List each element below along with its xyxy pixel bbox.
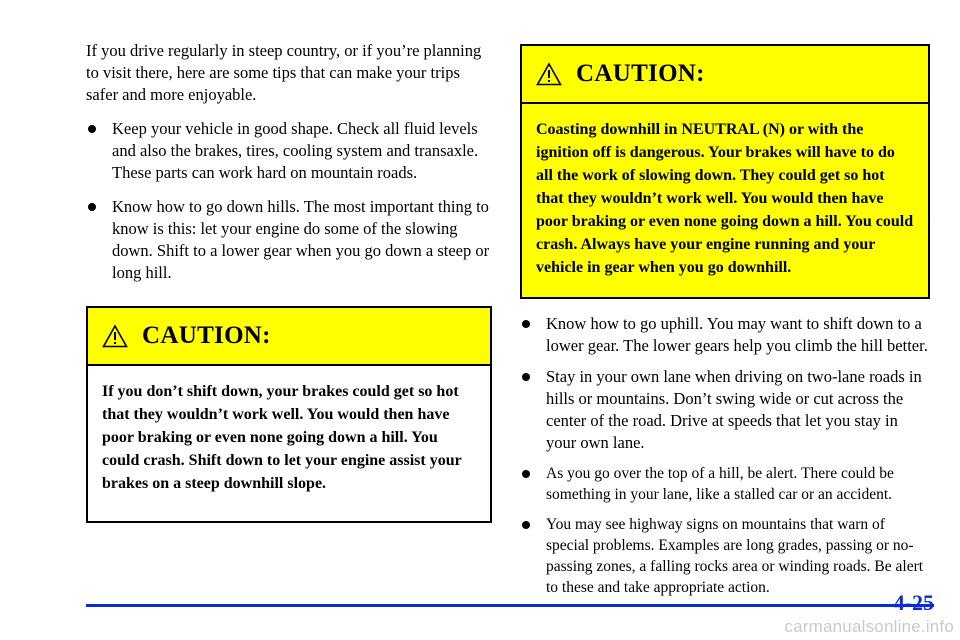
right-bullet-list bbox=[520, 313, 930, 598]
bullet-dot-icon bbox=[522, 470, 530, 478]
caution-header bbox=[88, 308, 490, 366]
list-item bbox=[520, 313, 930, 357]
caution-text: Coasting downhill in NEUTRAL (N) or with the ignition off is dangerous. Your brakes will have to do all the work of slowing down. They could get so hot that they wouldn’t work well. You would then have poor braking or even none going down a hill. You could crash. Always have your engine running and your vehicle in gear when you go downhill. bbox=[522, 104, 928, 297]
page-number: 4-25 bbox=[893, 590, 934, 615]
list-item bbox=[520, 366, 930, 454]
list-item-text: Keep your vehicle in good shape. Check all fluid levels and also the brakes, tires, cooling system and transaxle. These parts can work hard on mountain roads. bbox=[112, 119, 479, 182]
warning-triangle-icon bbox=[536, 62, 562, 86]
bullet-dot-icon bbox=[522, 521, 530, 529]
list-item-text: Know how to go uphill. You may want to shift down to a lower gear. The lower gears help you climb the hill better. bbox=[546, 314, 928, 355]
list-item-text: As you go over the top of a hill, be alert. There could be something in your lane, like a stalled car or an accident. bbox=[546, 465, 894, 503]
footer-rule bbox=[86, 604, 934, 607]
list-item-text: You may see highway signs on mountains that warn of special problems. Examples are long grades, passing or no-passing zones, a falling rocks area or winding roads. Be alert to these and take appropriate action. bbox=[546, 516, 924, 596]
list-item bbox=[520, 463, 930, 505]
caution-title: CAUTION: bbox=[142, 322, 271, 349]
list-item bbox=[520, 514, 930, 598]
bullet-dot-icon bbox=[88, 125, 96, 133]
caution-text: If you don’t shift down, your brakes could get so hot that they wouldn’t work well. You would then have poor braking or even none going down a hill. You could crash. Shift down to let your engine assist your brakes on a steep downhill slope. bbox=[102, 383, 462, 492]
watermark-text: carmanualsonline.info bbox=[784, 617, 954, 636]
list-item-text: Know how to go down hills. The most important thing to know is this: let your engine do some of the slowing down. Shift to a lower gear when you go down a steep or long hill. bbox=[112, 197, 490, 282]
caution-box-right bbox=[520, 44, 930, 299]
right-column bbox=[520, 44, 930, 598]
caution-box-left bbox=[86, 306, 492, 523]
list-item-text: Stay in your own lane when driving on two-lane roads in hills or mountains. Don’t swing wide or cut across the center of the road. Drive at speeds that let you stay in your own lane. bbox=[546, 367, 922, 452]
left-bullet-list bbox=[86, 118, 492, 284]
bullet-dot-icon bbox=[522, 320, 530, 328]
caution-title: CAUTION: bbox=[576, 60, 705, 87]
caution-header bbox=[522, 46, 928, 104]
list-item bbox=[86, 196, 492, 284]
bullet-dot-icon bbox=[88, 203, 96, 211]
bullet-dot-icon bbox=[522, 373, 530, 381]
warning-triangle-icon bbox=[102, 324, 128, 348]
list-item bbox=[86, 118, 492, 184]
intro-paragraph: If you drive regularly in steep country, or if you’re planning to visit there, here are some tips that can make your trips safer and more enjoyable. bbox=[86, 41, 482, 104]
left-column bbox=[86, 40, 492, 523]
